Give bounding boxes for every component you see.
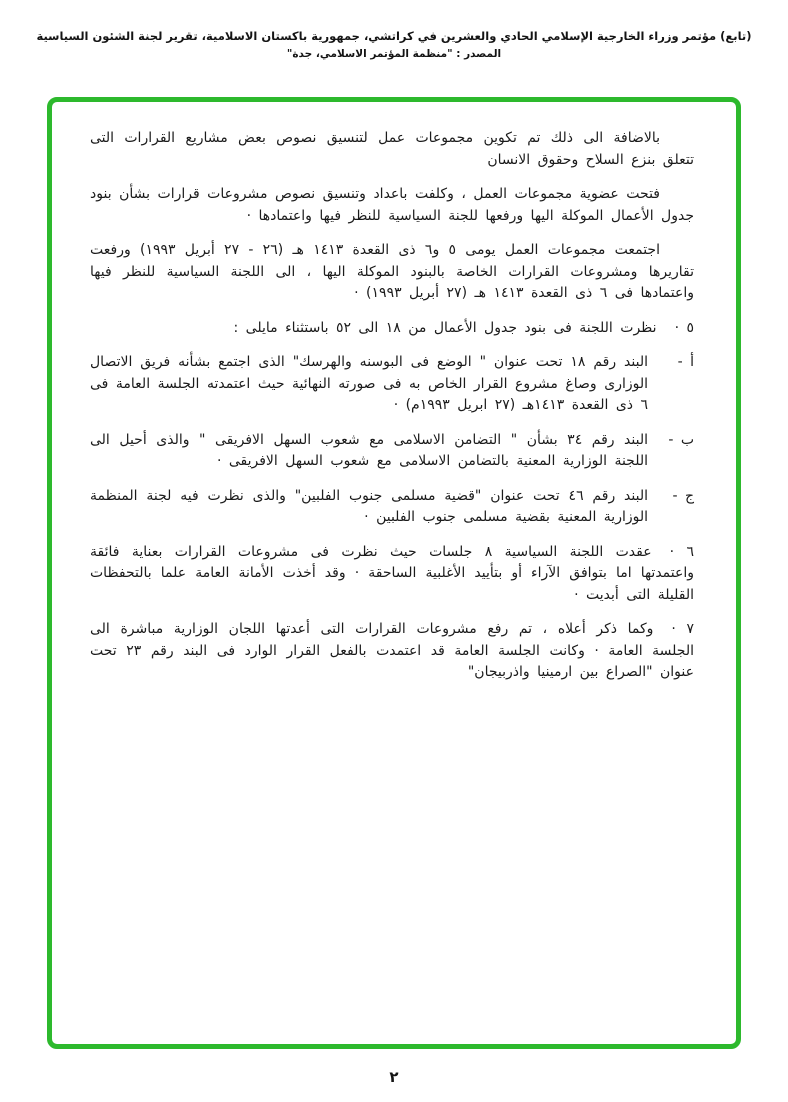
item-number: ٧ · [671, 621, 695, 637]
document-body [90, 128, 694, 684]
paragraph: بالاضافة الى ذلك تم تكوين مجموعات عمل لتنسيق نصوص بعض مشاريع القرارات التى تتعلق بنزع السلاح وحقوق الانسان [90, 130, 694, 168]
paragraph: اجتمعت مجموعات العمل يومى ٥ و٦ ذى القعدة ١٤١٣ هـ (٢٦ - ٢٧ أبريل ١٩٩٣) ورفعت تقاريرها ومشروعات القرارات الخاصة بالبنود الموكلة اليها ، الى اللجنة السياسية للنظر فيها واعتمادها فى ٦ ذى القعدة ١٤١٣ هـ (٢٧ أبريل ١٩٩٣) · [90, 242, 694, 301]
document-title: (تابع) مؤتمر وزراء الخارجية الإسلامي الحادي والعشرين في كراتشي، جمهورية باكستان الاسلامية، تقرير لجنة الشئون السياسية [36, 29, 752, 43]
paragraph-numbered-7 [90, 619, 694, 684]
list-item-a [90, 352, 694, 417]
paragraph-numbered-6 [90, 542, 694, 607]
page-number: ٢ [389, 1068, 399, 1086]
item-letter: ج - [672, 487, 694, 504]
paragraph-text: نظرت اللجنة فى بنود جدول الأعمال من ١٨ الى ٥٢ باستثناء مايلى : [233, 319, 657, 336]
document-source: المصدر : "منظمة المؤتمر الاسلامي، جدة" [286, 48, 502, 60]
list-item-text: البند رقم ٣٤ بشأن " التضامن الاسلامى مع شعوب السهل الافريقى " والذى أحيل الى اللجنة الوزارية المعنية بالتضامن الاسلامى مع شعوب السهل الافريقى · [90, 431, 649, 469]
paragraph-text: وكما ذكر أعلاه ، تم رفع مشروعات القرارات التى أعدتها اللجان الوزارية مباشرة الى الجلسة العامة · وكانت الجلسة العامة قد اعتمدت بالفعل القرار الوارد فى البند رقم ٢٣ تحت عنوان "الصراع بين ارمينيا واذربيجان" [90, 621, 694, 680]
paragraph-text: عقدت اللجنة السياسية ٨ جلسات حيث نظرت فى مشروعات القرارات بعناية فائقة واعتمدتها اما بتوافق الآراء أو بتأييد الأغلبية الساحقة · وقد أخذت الأمانة العامة علما بالتحفظات القليلة التى أبديت · [90, 543, 694, 603]
list-item-text: البند رقم ٤٦ تحت عنوان "قضية مسلمى جنوب الفلبين" والذى نظرت فيه لجنة المنظمة الوزارية المعنية بقضية مسلمى جنوب الفلبين · [90, 487, 649, 525]
item-number: ٦ · [669, 543, 695, 560]
list-item-text: البند رقم ١٨ تحت عنوان " الوضع فى البوسنه والهرسك" الذى اجتمع بشأنه فريق الاتصال الوزارى وصاغ مشروع القرار الخاص به فى صورته النهائية حيث اعتمدته الجلسة العامة فى ٦ ذى القعدة ١٤١٣هـ (٢٧ ابريل ١٩٩٣م) · [90, 354, 648, 413]
item-letter: ب - [668, 431, 694, 448]
item-letter: أ - [677, 354, 694, 370]
item-number: ٥ · [674, 319, 694, 336]
document-header [20, 28, 768, 61]
paragraph: فتحت عضوية مجموعات العمل ، وكلفت باعداد وتنسيق نصوص مشروعات قرارات بشأن بنود جدول الأعمال الموكلة اليها ورفعها للجنة السياسية للنظر فيها واعتمادها · [90, 186, 694, 224]
highlight-frame [47, 97, 741, 1049]
list-item-b [90, 430, 694, 473]
list-item-j [90, 486, 694, 529]
paragraph-numbered-5 [90, 318, 694, 340]
